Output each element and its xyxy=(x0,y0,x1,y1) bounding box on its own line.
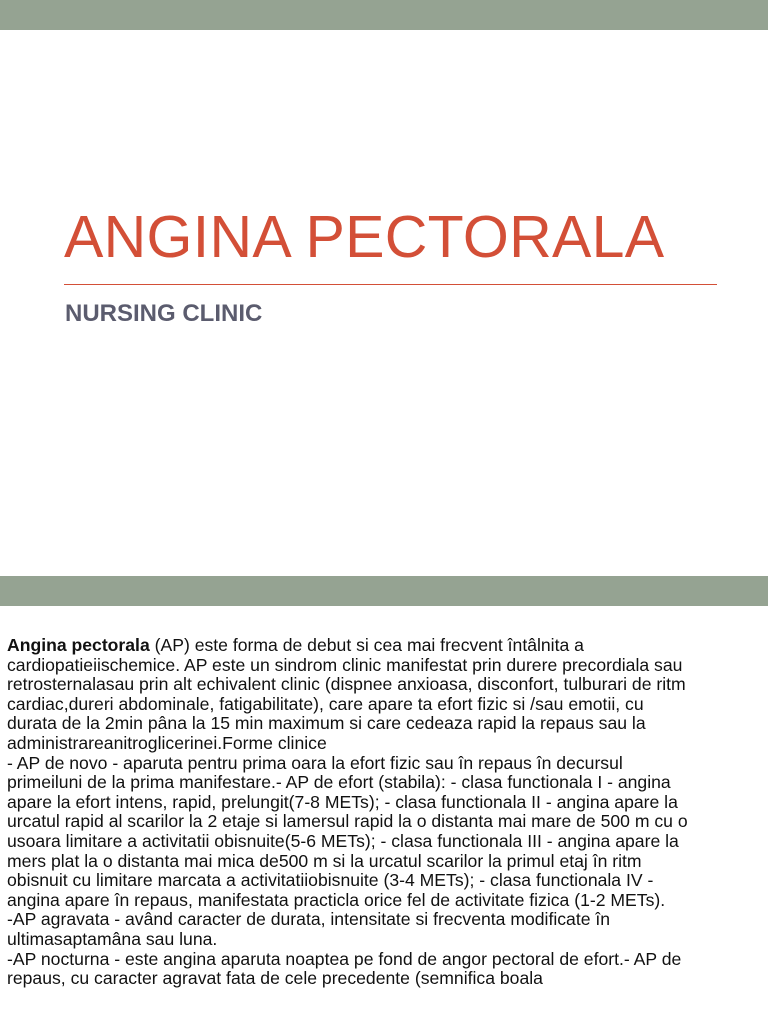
text-line: angina apare în repaus, manifestata practicla orice fel de activitate fizica (1-2 METs). xyxy=(7,889,666,910)
text-line: cardiopatieiischemice. AP este un sindrom clinic manifestat prin durere precordiala sau xyxy=(7,654,683,675)
slide-subtitle: NURSING CLINIC xyxy=(65,300,263,327)
top-accent-band xyxy=(0,0,768,30)
text-line: urcatul rapid al scarilor la 2 etaje si lamersul rapid la o distanta mai mare de 500 m cu o xyxy=(7,811,688,832)
text-line: - AP de novo - aparuta pentru prima oara la efort fizic sau în repaus în decursul xyxy=(7,752,623,773)
text-line: -AP nocturna - este angina aparuta noaptea pe fond de angor pectoral de efort.- AP de xyxy=(7,948,682,969)
text-line: obisnuit cu limitare marcata a activitatiiobisnuite (3-4 METs); - clasa functionala IV - xyxy=(7,870,654,891)
text-line: retrosternalasau prin alt echivalent clinic (dispnee anxioasa, disconfort, tulburari de ritm xyxy=(7,674,686,695)
text-line: primeiluni de la prima manifestare.- AP de efort (stabila): - clasa functionala I - angina xyxy=(7,772,671,793)
text-line: (AP) este forma de debut si cea mai frecvent întâlnita a xyxy=(149,635,584,655)
text-line: -AP agravata - având caracter de durata, intensitate si frecventa modificate în xyxy=(7,909,611,930)
term-angina-pectorala: Angina pectorala xyxy=(7,635,150,655)
paragraph-definition xyxy=(7,636,761,754)
slide-title: ANGINA PECTORALA xyxy=(64,204,665,270)
title-divider xyxy=(64,284,717,285)
paragraph-ap-nocturna xyxy=(7,950,761,989)
bottom-accent-band xyxy=(0,576,768,606)
text-line: durata de la 2min pâna la 15 min maximum si care cedeaza rapid la repaus sau la xyxy=(7,713,646,734)
document-body xyxy=(7,636,761,989)
paragraph-ap-agravata xyxy=(7,910,761,949)
text-line: cardiac,dureri abdominale, fatigabilitate), care apare ta efort fizic si /sau emotii, cu xyxy=(7,693,644,714)
text-line: ultimasaptamâna sau luna. xyxy=(7,928,218,949)
text-line: administrareanitroglicerinei.Forme clinice xyxy=(7,732,327,753)
text-line: mers plat la o distanta mai mica de500 m si la urcatul scarilor la primul etaj în ritm xyxy=(7,850,642,871)
text-line: usoara limitare a activitatii obisnuite(5-6 METs); - clasa functionala III - angina apare la xyxy=(7,830,679,851)
text-line: repaus, cu caracter agravat fata de cele precedente (semnifica boala xyxy=(7,968,543,989)
paragraph-ap-de-novo xyxy=(7,754,761,911)
text-line: apare la efort intens, rapid, prelungit(7-8 METs); - clasa functionala II - angina apare la xyxy=(7,791,678,812)
